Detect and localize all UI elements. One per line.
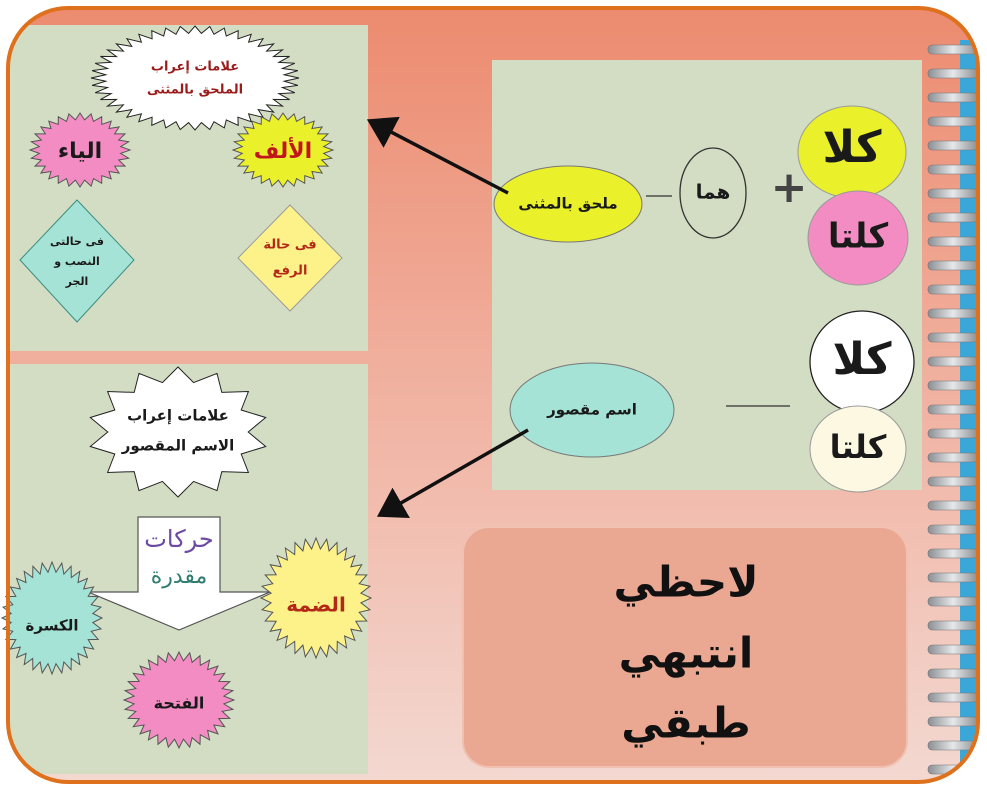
spiral-ring	[928, 213, 978, 222]
note-line3: طبقي	[621, 698, 751, 748]
nasb-line1: فى حالتى	[50, 235, 104, 248]
spiral-ring	[928, 117, 978, 126]
spiral-ring	[928, 69, 978, 78]
kasra-label: الكسرة	[25, 616, 79, 635]
spiral-ring	[928, 93, 978, 102]
spiral-ring	[928, 309, 978, 318]
spiral-ring	[928, 717, 978, 726]
fatha-burst	[124, 652, 234, 748]
kasra-burst	[2, 562, 102, 674]
kilta-label: كلتا	[827, 216, 889, 257]
kilta2-label: كلتا	[829, 428, 887, 466]
spiral-ring	[928, 669, 978, 678]
huma-label: هما	[695, 179, 731, 204]
mulhaq-ellipse	[494, 166, 642, 242]
spiral-ring	[928, 573, 978, 582]
raf-line2: الرفع	[272, 263, 308, 279]
spiral-ring	[928, 189, 978, 198]
damma-burst	[261, 538, 371, 658]
maqsur-title-line2: الاسم المقصور	[121, 436, 235, 455]
kilta2-circle	[810, 406, 906, 492]
spiral-ring	[928, 357, 978, 366]
spiral-ring	[928, 501, 978, 510]
spiral-ring	[928, 237, 978, 246]
nasb-line2: النصب و	[54, 255, 100, 268]
spiral-ring	[928, 333, 978, 342]
kila2-circle	[810, 311, 914, 413]
damma-label: الضمة	[286, 592, 346, 617]
spiral-ring	[928, 549, 978, 558]
ism-maqsur-ellipse	[510, 363, 674, 457]
spiral-ring	[928, 525, 978, 534]
note-line2: انتبهي	[618, 628, 754, 678]
kila-label: كلا	[822, 122, 882, 173]
fatha-label: الفتحة	[153, 693, 205, 713]
raf-line1: فى حالة	[263, 237, 317, 253]
huma-circle	[680, 148, 746, 238]
spiral-ring	[928, 141, 978, 150]
yaa-label: الياء	[57, 139, 103, 164]
kila-circle	[798, 106, 906, 198]
ism-maqsur-label: اسم مقصور	[547, 400, 637, 419]
note-line1: لاحظي	[613, 557, 759, 607]
kila2-label: كلا	[832, 334, 892, 385]
spiral-ring	[928, 453, 978, 462]
harakat-line1: حركات	[144, 525, 214, 553]
mulhaq-label: ملحق بالمثنى	[518, 194, 618, 213]
plus-sign: +	[770, 162, 808, 213]
note-box	[463, 527, 907, 767]
maqsur-title-line1: علامات إعراب	[127, 406, 229, 425]
spiral-ring	[928, 477, 978, 486]
spiral-ring	[928, 645, 978, 654]
harakat-line2: مقدرة	[150, 564, 208, 589]
spiral-ring	[928, 285, 978, 294]
spiral-ring	[928, 165, 978, 174]
spiral-ring	[928, 621, 978, 630]
alif-label: الألف	[253, 139, 313, 164]
nasb-line3: الجر	[65, 275, 89, 288]
spiral-ring	[928, 693, 978, 702]
ilhaq-title-line2: الملحق بالمثنى	[146, 82, 244, 98]
spiral-ring	[928, 261, 978, 270]
spiral-ring	[928, 597, 978, 606]
ilhaq-title-line1: علامات إعراب	[150, 59, 240, 75]
spiral-ring	[928, 429, 978, 438]
spiral-ring	[928, 381, 978, 390]
spiral-ring	[928, 45, 978, 54]
kilta-circle	[808, 191, 908, 285]
spiral-ring	[928, 405, 978, 414]
